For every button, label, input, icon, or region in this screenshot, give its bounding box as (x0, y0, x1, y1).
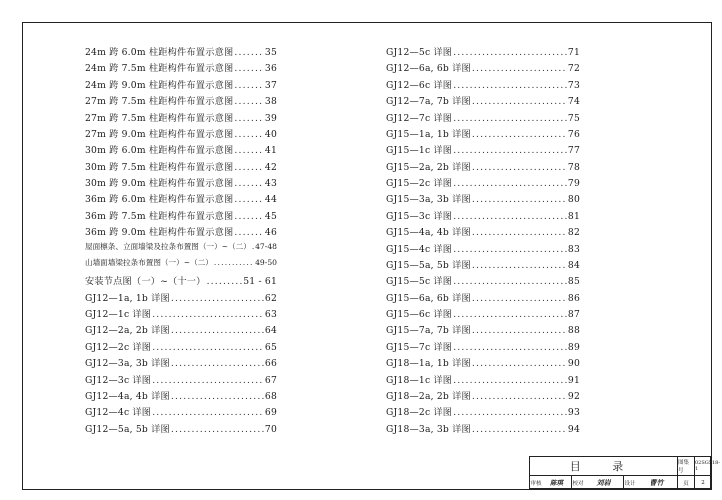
toc-leader-dots (453, 178, 567, 189)
toc-leader-dots (234, 145, 264, 156)
toc-entry-title: 山墙面墙梁拉条布置图（一）~（二） (85, 257, 213, 267)
toc-entry-title: GJ15—1c 详图 (386, 145, 453, 157)
toc-entry-page: 87 (567, 309, 580, 320)
toc-leader-dots (472, 162, 567, 173)
toc-entry-title: GJ15—7c 详图 (386, 341, 453, 353)
toc-entry (386, 110, 580, 126)
toc-leader-dots (453, 375, 567, 386)
toc-leader-dots (234, 129, 264, 140)
toc-entry-title: GJ18—1c 详图 (386, 374, 453, 386)
toc-entry-page: 83 (567, 243, 580, 255)
toc-entry (386, 421, 580, 437)
toc-entry-page: 89 (567, 341, 580, 353)
toc-entry (386, 175, 580, 191)
toc-entry-page: 37 (264, 79, 277, 91)
toc-entry-title: GJ12—3c 详图 (85, 374, 152, 386)
toc-entry-page: 46 (264, 227, 277, 239)
toc-entry-title: GJ18—2c 详图 (386, 407, 453, 419)
toc-leader-dots (453, 145, 567, 156)
toc-leader-dots (453, 113, 567, 124)
toc-right-column (386, 44, 580, 437)
document-title: 目 录 (530, 457, 678, 476)
toc-entry-title: 屋面檩条、立面墙梁及拉条布置图（一）~（二） (85, 241, 251, 251)
toc-entry-title: 24m 跨 9.0m 柱距构件布置示意图 (85, 79, 234, 91)
check-signature: 刘岩 (584, 476, 624, 489)
toc-entry-page: 35 (264, 47, 277, 58)
toc-entry-title: GJ15—4a, 4b 详图 (386, 227, 471, 239)
toc-entry-page: 44 (264, 194, 277, 206)
toc-leader-dots (453, 244, 567, 255)
toc-leader-dots (171, 424, 264, 435)
toc-entry-page: 72 (567, 63, 580, 75)
toc-entry-page: 45 (264, 210, 277, 222)
toc-entry-title: GJ15—5c 详图 (386, 276, 453, 288)
toc-leader-dots (472, 129, 567, 140)
toc-entry-page: 38 (264, 96, 277, 108)
toc-entry-page: 78 (567, 161, 580, 173)
toc-entry (386, 93, 580, 109)
toc-entry-title: GJ12—4a, 4b 详图 (85, 390, 170, 402)
toc-entry (85, 322, 277, 338)
toc-entry (85, 421, 277, 437)
toc-entry-page: 90 (567, 358, 580, 370)
review-signature: 陈琪 (542, 476, 572, 489)
toc-leader-dots (152, 407, 264, 418)
toc-entry-title: GJ15—6a, 6b 详图 (386, 292, 471, 304)
toc-entry-title: GJ12—5a, 5b 详图 (85, 423, 170, 435)
toc-entry-page: 92 (567, 390, 580, 402)
toc-entry-title: GJ18—2a, 2b 详图 (386, 390, 471, 402)
toc-entry-page: 81 (567, 210, 580, 222)
toc-entry-page: 85 (567, 276, 580, 288)
toc-leader-dots (453, 80, 567, 91)
toc-entry-page: 51 - 61 (243, 276, 277, 288)
toc-entry-title: 安装节点图（一）~（十一） (85, 276, 206, 288)
toc-entry-page: 65 (264, 341, 277, 353)
toc-entry-title: GJ15—2c 详图 (386, 178, 453, 189)
atlas-number: 02SG518-1 (695, 457, 711, 476)
toc-entry-page: 36 (264, 63, 277, 75)
toc-entry-title: GJ15—6c 详图 (386, 309, 453, 320)
toc-entry-title: 30m 跨 7.5m 柱距构件布置示意图 (85, 161, 234, 173)
toc-entry (85, 257, 277, 273)
toc-entry (85, 404, 277, 420)
toc-entry-page: 82 (567, 227, 580, 239)
toc-leader-dots (453, 276, 567, 287)
toc-leader-dots (472, 325, 567, 336)
toc-entry-title: GJ18—3a, 3b 详图 (386, 423, 471, 435)
toc-entry-title: GJ12—1a, 1b 详图 (85, 292, 170, 304)
toc-entry-title: 36m 跨 7.5m 柱距构件布置示意图 (85, 210, 234, 222)
toc-entry-page: 88 (567, 325, 580, 337)
toc-entry-title: GJ12—6a, 6b 详图 (386, 63, 471, 75)
toc-entry-page: 73 (567, 79, 580, 91)
toc-leader-dots (472, 391, 567, 402)
toc-entry-page: 93 (567, 407, 580, 419)
toc-leader-dots (234, 211, 264, 222)
toc-entry (386, 159, 580, 175)
toc-leader-dots (234, 113, 264, 124)
toc-leader-dots (472, 424, 567, 435)
toc-entry-page: 94 (567, 423, 580, 435)
atlas-number-label: 图集号 (678, 457, 695, 476)
toc-entry-title: GJ12—7c 详图 (386, 112, 453, 124)
toc-entry (85, 191, 277, 207)
toc-entry (386, 322, 580, 338)
toc-entry-page: 75 (567, 112, 580, 124)
toc-entry (386, 404, 580, 420)
toc-entry-title: 27m 跨 7.5m 柱距构件布置示意图 (85, 112, 234, 124)
toc-entry (386, 224, 580, 240)
toc-entry-page: 77 (567, 145, 580, 157)
toc-entry-page: 39 (264, 112, 277, 124)
toc-entry-page: 64 (264, 325, 277, 337)
toc-entry (85, 208, 277, 224)
toc-entry-title: 24m 跨 7.5m 柱距构件布置示意图 (85, 63, 234, 75)
title-block (529, 456, 721, 489)
page-label: 页 (678, 476, 695, 489)
toc-leader-dots (472, 358, 567, 369)
toc-entry (85, 142, 277, 158)
toc-entry (85, 224, 277, 240)
toc-entry-page: 68 (264, 390, 277, 402)
toc-entry (386, 273, 580, 289)
toc-entry (85, 60, 277, 76)
toc-entry-title: 30m 跨 6.0m 柱距构件布置示意图 (85, 145, 234, 157)
toc-entry (386, 355, 580, 371)
toc-entry-title: GJ12—4c 详图 (85, 407, 152, 419)
toc-leader-dots (234, 194, 264, 205)
page-number: 2 (701, 479, 705, 486)
toc-entry-title: GJ15—4c 详图 (386, 243, 453, 255)
toc-entry-title: GJ18—1a, 1b 详图 (386, 358, 471, 370)
toc-entry (386, 257, 580, 273)
toc-entry-title: GJ15—3a, 3b 详图 (386, 194, 471, 206)
toc-entry-page: 43 (264, 178, 277, 189)
toc-entry-page: 66 (264, 358, 277, 370)
toc-entry-title: GJ15—3c 详图 (386, 210, 453, 222)
toc-entry-title: GJ12—3a, 3b 详图 (85, 358, 170, 370)
toc-entry (386, 60, 580, 76)
toc-entry (386, 191, 580, 207)
toc-leader-dots (252, 242, 254, 251)
toc-leader-dots (472, 260, 567, 271)
toc-entry-page: 71 (567, 47, 580, 58)
toc-leader-dots (171, 325, 264, 336)
toc-entry-title: 30m 跨 9.0m 柱距构件布置示意图 (85, 178, 234, 189)
toc-entry (386, 388, 580, 404)
toc-entry-title: GJ15—2a, 2b 详图 (386, 161, 471, 173)
toc-leader-dots (472, 227, 567, 238)
toc-entry (85, 175, 277, 191)
toc-entry (85, 44, 277, 60)
toc-entry (85, 77, 277, 93)
toc-entry-title: 27m 跨 9.0m 柱距构件布置示意图 (85, 128, 234, 140)
toc-entry-page: 41 (264, 145, 277, 157)
toc-entry-page: 91 (567, 374, 580, 386)
toc-entry-title: GJ12—6c 详图 (386, 79, 453, 91)
toc-entry (386, 208, 580, 224)
toc-leader-dots (234, 227, 264, 238)
toc-leader-dots (472, 293, 567, 304)
toc-leader-dots (152, 342, 264, 353)
toc-entry (386, 372, 580, 388)
toc-entry-title: GJ15—1a, 1b 详图 (386, 128, 471, 140)
toc-entry-page: 70 (264, 423, 277, 435)
toc-leader-dots (171, 293, 264, 304)
toc-entry (386, 241, 580, 257)
toc-entry (386, 339, 580, 355)
toc-entry-title: GJ12—2a, 2b 详图 (85, 325, 170, 337)
toc-leader-dots (453, 342, 567, 353)
toc-entry (386, 142, 580, 158)
toc-entry-page: 62 (264, 292, 277, 304)
toc-leader-dots (214, 258, 254, 267)
toc-entry-title: 27m 跨 7.5m 柱距构件布置示意图 (85, 96, 234, 108)
toc-entry (85, 339, 277, 355)
toc-entry (386, 290, 580, 306)
toc-entry-page: 47-48 (255, 241, 277, 251)
toc-leader-dots (234, 63, 264, 74)
toc-leader-dots (234, 178, 264, 189)
toc-entry (85, 273, 277, 289)
design-label: 设计 (624, 480, 636, 487)
toc-entry-page: 79 (567, 178, 580, 189)
toc-entry-page: 84 (567, 259, 580, 271)
design-signature: 曹竹 (636, 476, 678, 489)
toc-entry-page: 40 (264, 128, 277, 140)
toc-entry (85, 93, 277, 109)
toc-leader-dots (472, 96, 567, 107)
toc-entry (85, 306, 277, 322)
toc-entry (85, 290, 277, 306)
toc-entry (85, 241, 277, 257)
toc-entry-title: GJ12—5c 详图 (386, 47, 453, 58)
toc-entry (85, 110, 277, 126)
toc-entry (85, 372, 277, 388)
toc-entry-page: 49-50 (255, 257, 277, 267)
toc-entry (85, 159, 277, 175)
toc-leader-dots (453, 211, 567, 222)
toc-leader-dots (472, 194, 567, 205)
toc-entry-title: GJ12—7a, 7b 详图 (386, 96, 471, 108)
toc-leader-dots (207, 276, 243, 287)
toc-leader-dots (234, 80, 264, 91)
toc-entry-title: 36m 跨 6.0m 柱距构件布置示意图 (85, 194, 234, 206)
toc-leader-dots (453, 309, 567, 320)
toc-leader-dots (453, 407, 567, 418)
toc-entry-title: GJ15—7a, 7b 详图 (386, 325, 471, 337)
toc-leader-dots (152, 375, 264, 386)
toc-entry-title: GJ12—1c 详图 (85, 309, 152, 320)
toc-entry-page: 69 (264, 407, 277, 419)
toc-entry-page: 42 (264, 161, 277, 173)
toc-entry-page: 80 (567, 194, 580, 206)
toc-entry-title: 36m 跨 9.0m 柱距构件布置示意图 (85, 227, 234, 239)
toc-entry (386, 77, 580, 93)
toc-leader-dots (234, 96, 264, 107)
toc-leader-dots (234, 47, 264, 58)
toc-entry-page: 63 (264, 309, 277, 320)
toc-leader-dots (472, 63, 567, 74)
toc-entry-title: 24m 跨 6.0m 柱距构件布置示意图 (85, 47, 234, 58)
check-label: 校对 (572, 480, 584, 487)
toc-entry (85, 355, 277, 371)
toc-leader-dots (171, 358, 264, 369)
toc-leader-dots (234, 162, 264, 173)
toc-entry-page: 76 (567, 128, 580, 140)
toc-entry (386, 44, 580, 60)
toc-entry (85, 126, 277, 142)
toc-entry-title: GJ15—5a, 5b 详图 (386, 259, 471, 271)
toc-leader-dots (171, 391, 264, 402)
toc-leader-dots (453, 47, 567, 58)
toc-entry-title: GJ12—2c 详图 (85, 341, 152, 353)
toc-entry (386, 306, 580, 322)
toc-left-column (85, 44, 277, 437)
toc-entry-page: 74 (567, 96, 580, 108)
toc-entry-page: 86 (567, 292, 580, 304)
review-label: 审核 (530, 480, 542, 487)
toc-leader-dots (152, 309, 264, 320)
toc-entry (85, 388, 277, 404)
toc-entry (386, 126, 580, 142)
toc-entry-page: 67 (264, 374, 277, 386)
